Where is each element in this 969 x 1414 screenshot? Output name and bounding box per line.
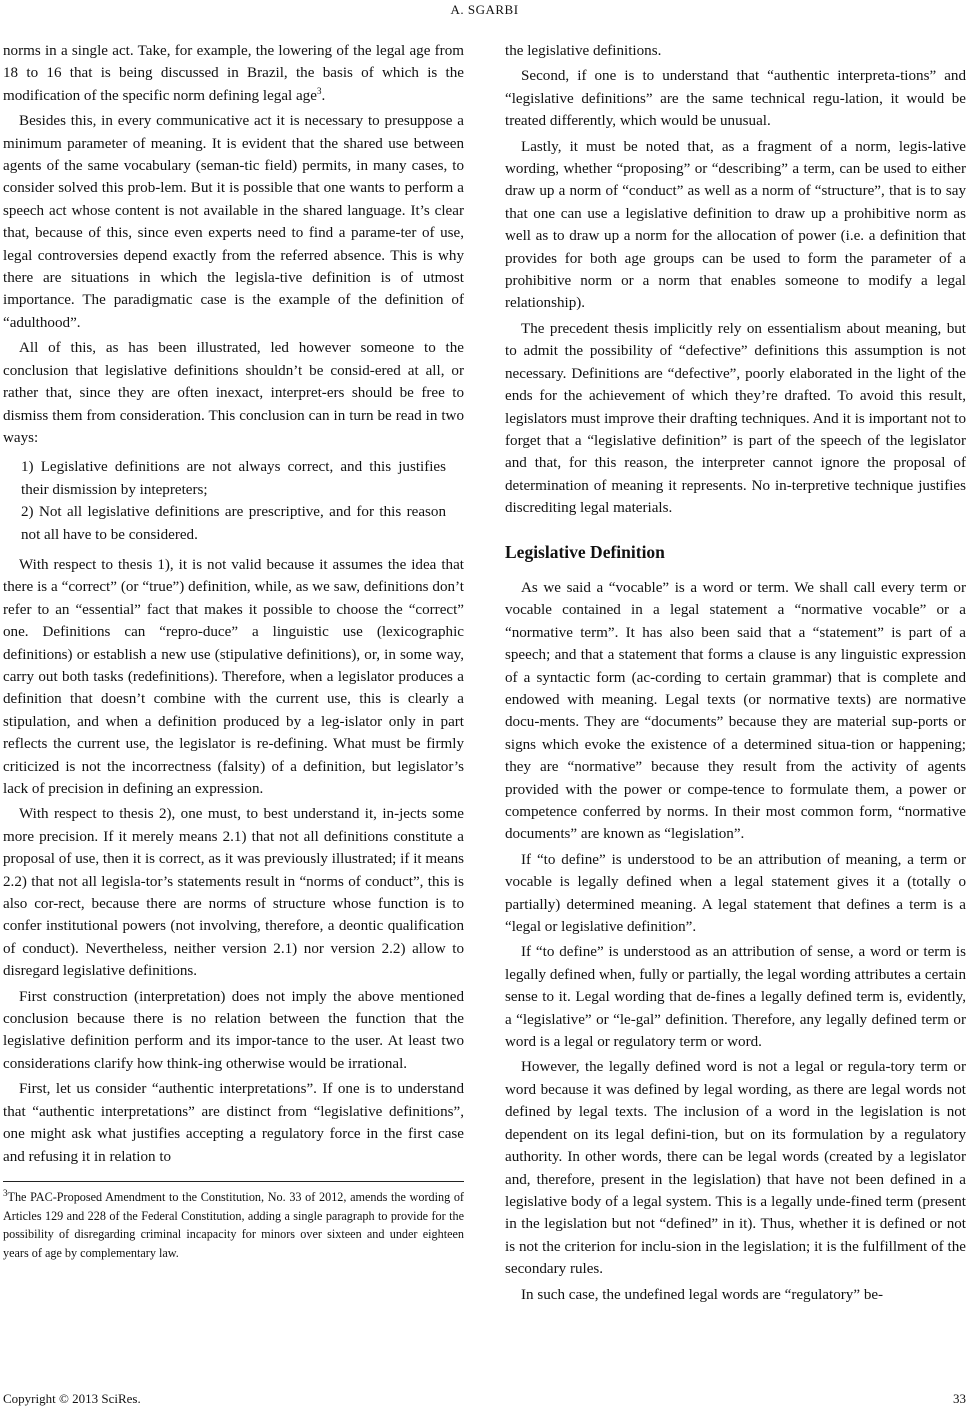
paragraph: Lastly, it must be noted that, as a fragment of a norm, legis-lative wording, whether “proposing” or “describing” a term, can be used to either draw up a norm of “conduct” as well as a norm of “structure”, that is to say that one can use a legislative definition to draw up a prohibitive norm as well as to draw up a norm for the allocation of power (i.e. a definition that provides for both age groups can be used to form the parameter of a prohibitive norm or a norm that enables someone to modify a legal relationship).	[505, 138, 966, 312]
paragraph: If “to define” is understood to be an attribution of meaning, a term or vocable is legally defined when a legal statement gives it a (totally o partially) determined meaning. A legal statement that defines a term is a “legal or legislative definition”.	[505, 851, 966, 936]
paragraph-end: .	[321, 87, 326, 104]
paragraph: First construction (interpretation) does not imply the above mentioned conclusion because there is no relation between the function that the legislative definition perform and its impor-tance to the user. At least two considerations clarify how think-ing otherwise would be irrational.	[3, 988, 464, 1072]
list-item: 2) Not all legislative definitions are prescriptive, and for this reason not all have to be considered.	[21, 504, 446, 543]
page-number: 33	[953, 1391, 966, 1406]
paragraph: However, the legally defined word is not a legal or regula-tory term or word because it was defined by legal wording, as there are legal words not defined by legal texts. The inclusion of a word in the legislation is not dependent on its legal defini-tion, but on its formulation by a regulatory authority. In other words, there can be legal words (created by a legislator and, therefore, present in the legislation) that have not been defined in a legislative body of a legal system. This is a legally unde-fined term (present in the legislation but not “defined” in it). Thus, whether it is defined or not is not the criterion for inclu-sion in the legislation; it is the fulfillment of the secondary rules.	[505, 1059, 966, 1278]
paragraph	[3, 40, 464, 107]
paragraph: Second, if one is to understand that “authentic interpreta-tions” and “legislative definitions” are the same technical regu-lation, it would be treated differently, which would be unusual.	[505, 68, 966, 130]
footnote	[3, 1188, 464, 1262]
footnote-marker: 3	[3, 1187, 8, 1198]
paragraph: With respect to thesis 2), one must, to best understand it, in-jects some more precision. If it merely means 2.1) that not all definitions constitute a proposal of use, then it is correct, as it was previously illustrated; if it means 2.2) that not all legisla-tor’s statements result in “norms of conduct”, this is also cor-rect, because there are norms of structure whose function is to confer institutional powers (not involving, therefore, a deontic qualification of conduct). Nevertheless, neither version 2.1) nor version 2.2) allow to disregard legislative definitions.	[3, 806, 464, 980]
paragraph: the legislative definitions.	[505, 43, 662, 59]
left-column	[3, 40, 464, 1171]
footnote-reference[interactable]: 3	[316, 85, 322, 96]
footnote-text: The PAC-Proposed Amendment to the Constitution, No. 33 of 2012, amends the wording of Articles 129 and 228 of the Federal Constitution, adding a single paragraph to provide for the possibility of disregarding criminal incapacity for minors over sixteen and under eighteen years of age by complementary law.	[3, 1190, 464, 1260]
paragraph: As we said a “vocable” is a word or term. We shall call every term or vocable contained in a legal statement a “normative vocable” or a “normative term”. It has also been said that a “statement” is part of a speech; and that a statement that forms a clause is any linguistic expression of a syntactic form (ac-cording to certain grammar) that is complete and endowed with meaning. Legal texts (or normative texts) are normative docu-ments. They are “documents” because they are material sup-ports or signs which evoke the existence of a determined situa-tion or happening; they are “normative” because they result from the activity of agents provided with the power or compe-tence to formulate them, a power or competence conferred by norms. In their most common form, “normative documents” are known as “legislation”.	[505, 579, 966, 843]
thesis-list	[21, 456, 446, 546]
paragraph: In such case, the undefined legal words are “regulatory” be-	[521, 1286, 884, 1303]
paragraph: First, let us consider “authentic interpretations”. If one is to understand that “authentic interpretations” are distinct from “legislative definitions”, one might ask what justifies accepting a regulatory force in the first case and refusing it in relation to	[3, 1081, 464, 1165]
copyright-notice: Copyright © 2013 SciRes.	[3, 1391, 141, 1406]
paragraph: With respect to thesis 1), it is not valid because it assumes the idea that there is a “correct” (or “true”) definition, while, as we saw, definitions don’t refer to an “essential” fact that makes it possible to choose the “correct” one. Definitions can “repro-duce” a linguistic use (lexicographic definitions) or establish a new use (stipulative definitions), or, in some way, carry out both tasks (redefinitions). Therefore, when a legislator produces a definition that doesn’t combine with the current use, this is clearly a stipulation, and when a definition produced by a leg-islator only in part reflects the current use, the legislator is re-defining. What must be firmly criticized is not the incorrectness (falsity) of a definition, but legislator’s lack of precision in defining an expression.	[3, 556, 464, 797]
paragraph: The precedent thesis implicitly rely on essentialism about meaning, but to admit the possibility of “defective” definitions this assumption is not necessary. Definitions are “defective”, poorly elaborated in the light of the ends for the achievement of which they’re drafted. To avoid this result, legislators must improve their drafting techniques. And it is important not to forget that a “legislative definition” is part of the speech of the legislator and that, for this reason, the interpreter cannot ignore the proposal of determination of meaning it represents. No in-terpretive technique justifies discrediting legal materials.	[505, 320, 966, 517]
paragraph: If “to define” is understood as an attribution of sense, a word or term is legally defined when, fully or partially, the legal wording attributes a certain sense to it. Legal wording that de-fines a legally defined term is, evidently, a “legislative” or “le-gal” definition. Therefore, any legally defined term or word is a legal or regulatory term or word.	[505, 944, 966, 1051]
right-column	[505, 40, 966, 1309]
section-heading: Legislative Definition	[505, 541, 665, 562]
paragraph-text: norms in a single act. Take, for example, the lowering of the legal age from 18 to 16 that is being discussed in Brazil, the basis of which is the modification of the specific norm defining legal age	[3, 43, 464, 104]
list-item: 1) Legislative definitions are not always correct, and this justifies their dismission by intepreters;	[21, 459, 446, 498]
paragraph: All of this, as has been illustrated, led however someone to the conclusion that legislative definitions shouldn’t be consid-ered at all, or rather that, since they are often inexact, interpret-ers should be free to dismiss them from consideration. This conclusion can in turn be read in two ways:	[3, 340, 464, 446]
footnote-divider	[3, 1181, 464, 1182]
paragraph: Besides this, in every communicative act it is necessary to presuppose a minimum parameter of meaning. It is evident that the shared use between agents of the same vocabulary (seman-tic field) permits, in many cases, to consider solved this prob-lem. But it is possible that one wants to perform a speech act whose content is not available in the shared language. It’s clear that, because of this, since even experts need to find a parame-ter of use, legal controversies depend exactly from the referred absence. This is why there are situations in which the legisla-tive definition is of utmost importance. The paradigmatic case is the example of the definition of “adulthood”.	[3, 113, 464, 331]
running-header: A. SGARBI	[450, 2, 519, 17]
